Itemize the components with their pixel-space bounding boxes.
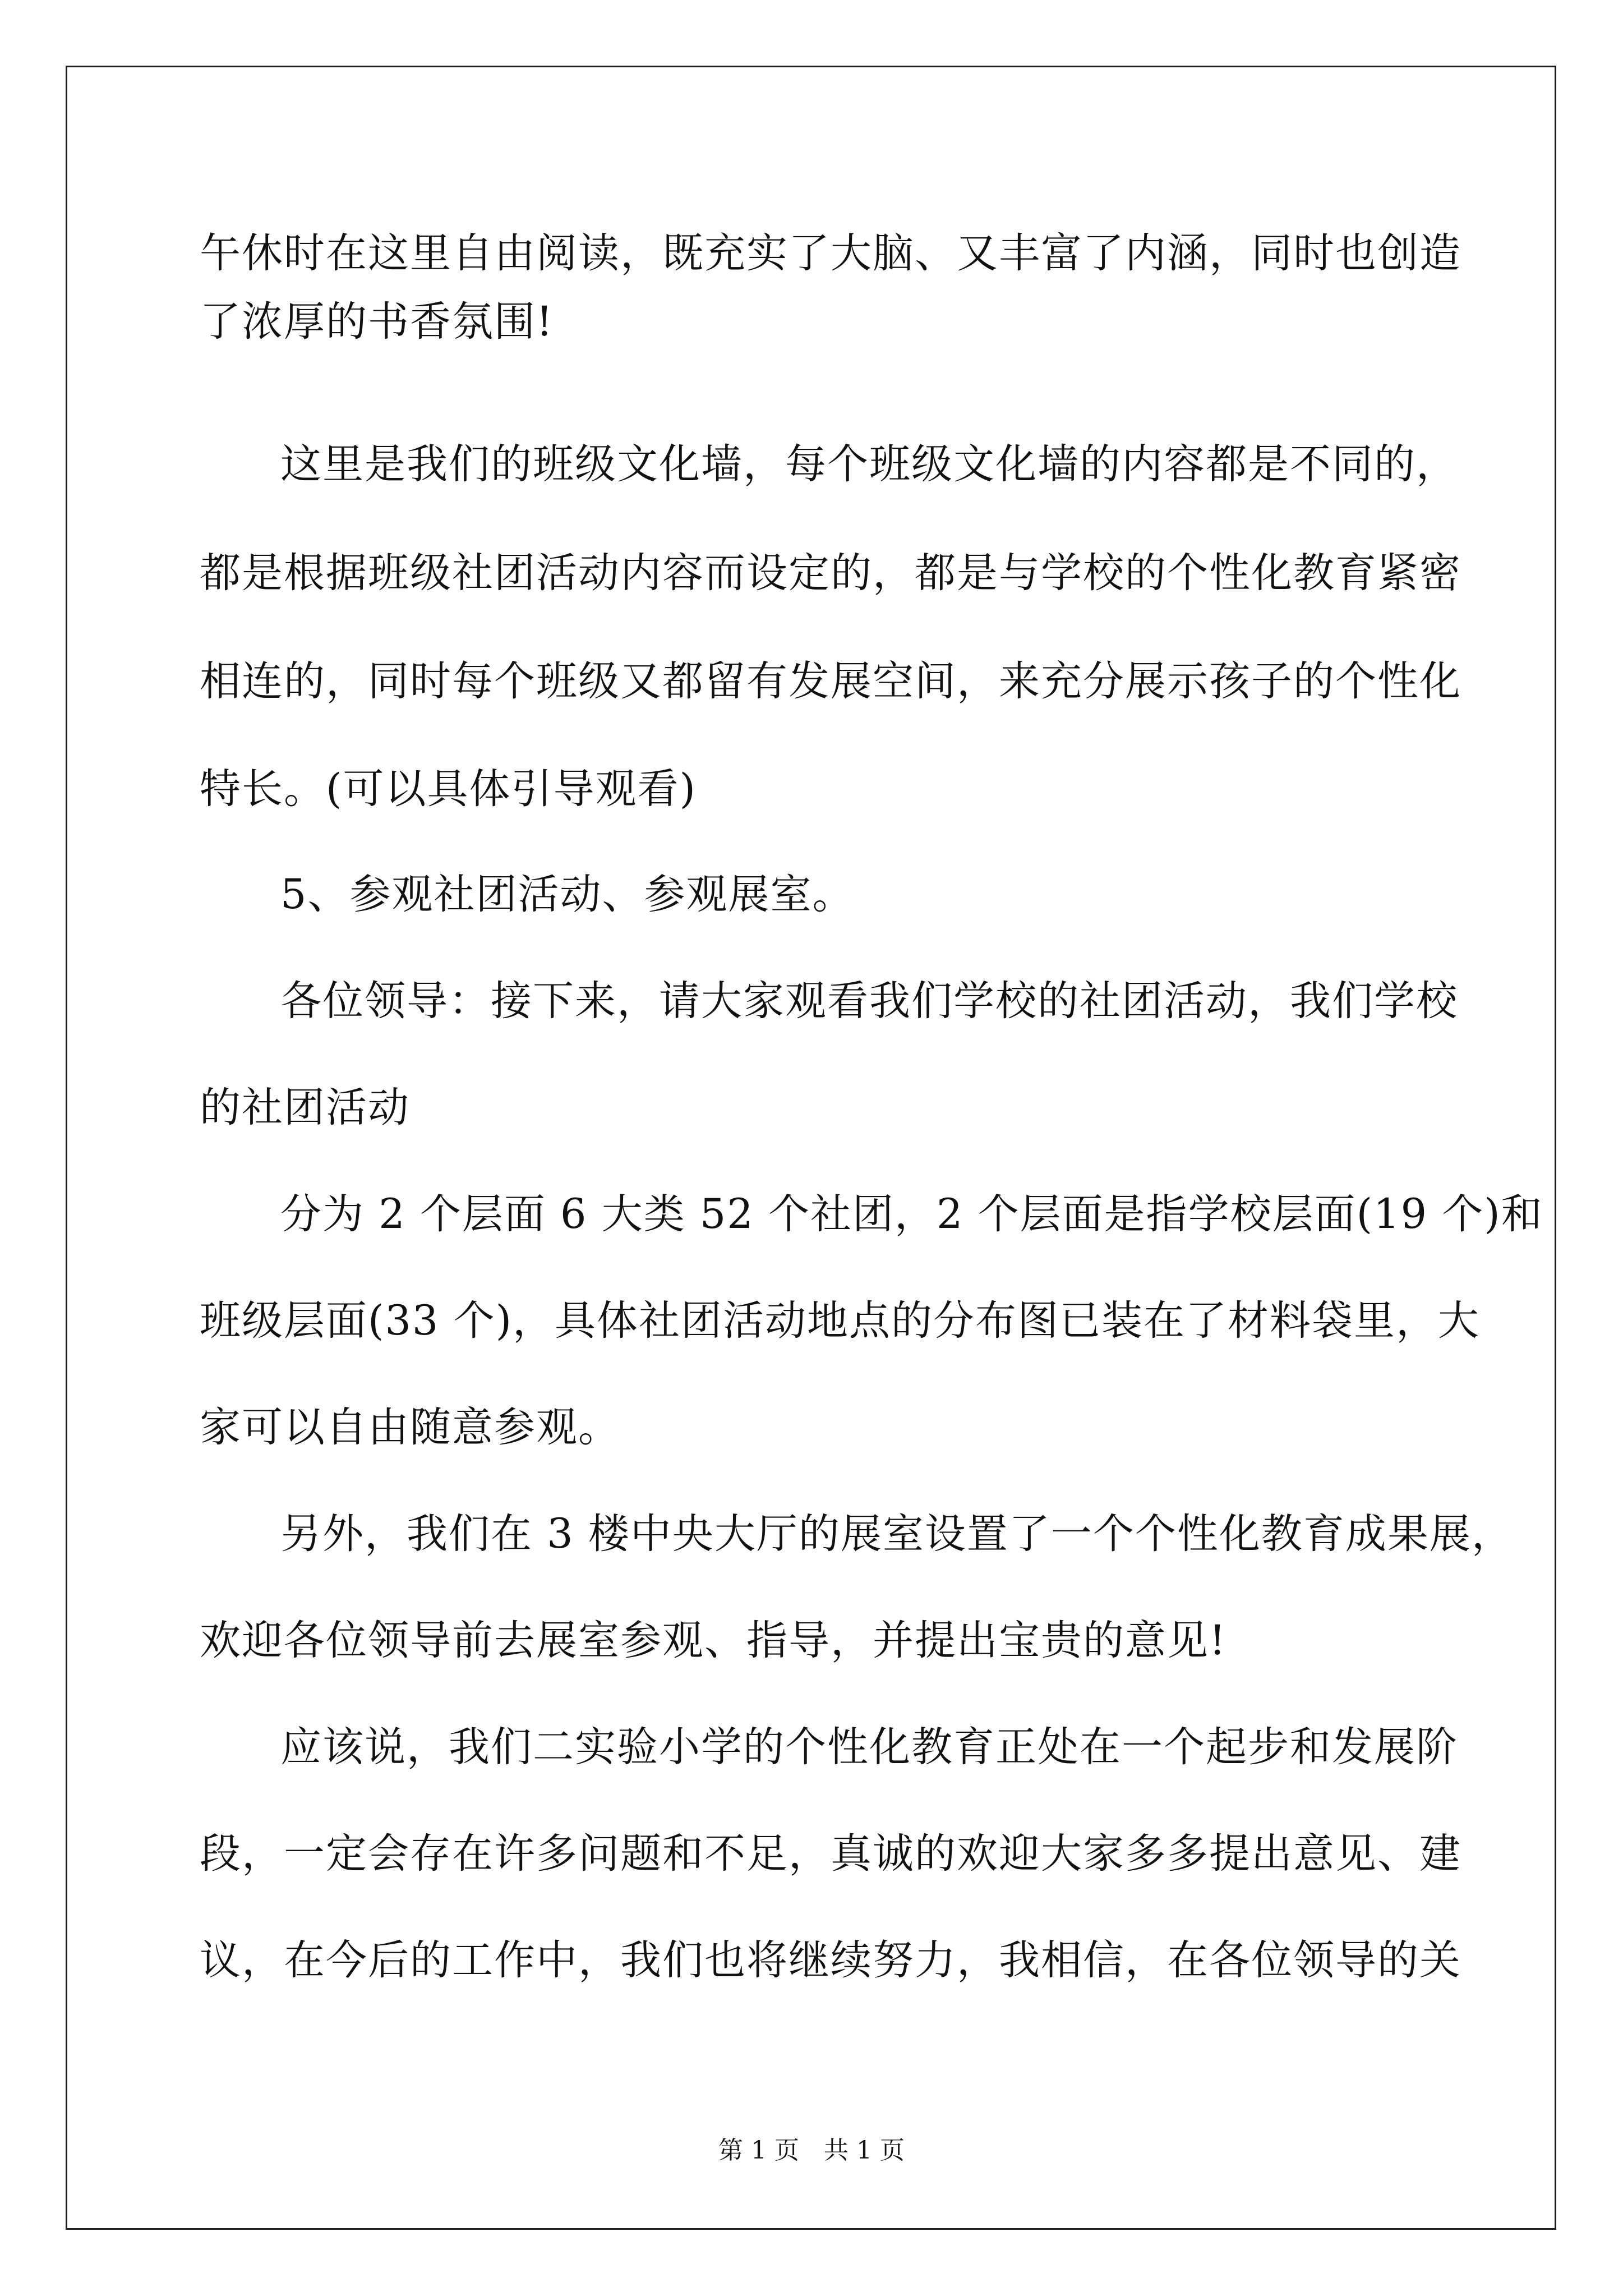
text-line: 班级层面(33 个)，具体社团活动地点的分布图已装在了材料袋里，大: [200, 1297, 1481, 1345]
page-number-footer: 第 1 页 共 1 页: [718, 2136, 905, 2165]
text-line: 段，一定会存在许多问题和不足，真诚的欢迎大家多多提出意见、建: [200, 1830, 1461, 1878]
list-item-heading: 5、参观社团活动、参观展室。: [280, 871, 855, 918]
text-line: 欢迎各位领导前去展室参观、指导，并提出宝贵的意见!: [200, 1617, 1227, 1664]
paragraph-start-line: 另外，我们在 3 楼中央大厅的展室设置了一个个性化教育成果展，: [280, 1510, 1514, 1558]
paragraph-start-line: 这里是我们的班级文化墙，每个班级文化墙的内容都是不同的，: [280, 440, 1458, 488]
paragraph-start-line: 应该说，我们二实验小学的个性化教育正处在一个起步和发展阶: [280, 1723, 1458, 1771]
text-line: 特长。(可以具体引导观看): [200, 765, 697, 813]
paragraph-start-line: 分为 2 个层面 6 大类 52 个社团，2 个层面是指学校层面(19 个)和: [280, 1190, 1543, 1238]
paragraph-start-line: 各位领导：接下来，请大家观看我们学校的社团活动，我们学校: [280, 977, 1458, 1025]
text-line: 相连的，同时每个班级又都留有发展空间，来充分展示孩子的个性化: [200, 657, 1461, 705]
text-line: 议，在今后的工作中，我们也将继续努力，我相信，在各位领导的关: [200, 1936, 1461, 1984]
text-line: 的社团活动: [200, 1084, 410, 1131]
text-line: 都是根据班级社团活动内容而设定的，都是与学校的个性化教育紧密: [200, 549, 1461, 597]
page-border: [66, 66, 1556, 2230]
text-line: 午休时在这里自由阅读，既充实了大脑、又丰富了内涵，同时也创造: [200, 229, 1461, 277]
text-line: 了浓厚的书香氛围!: [200, 298, 554, 346]
text-line: 家可以自由随意参观。: [200, 1404, 620, 1451]
